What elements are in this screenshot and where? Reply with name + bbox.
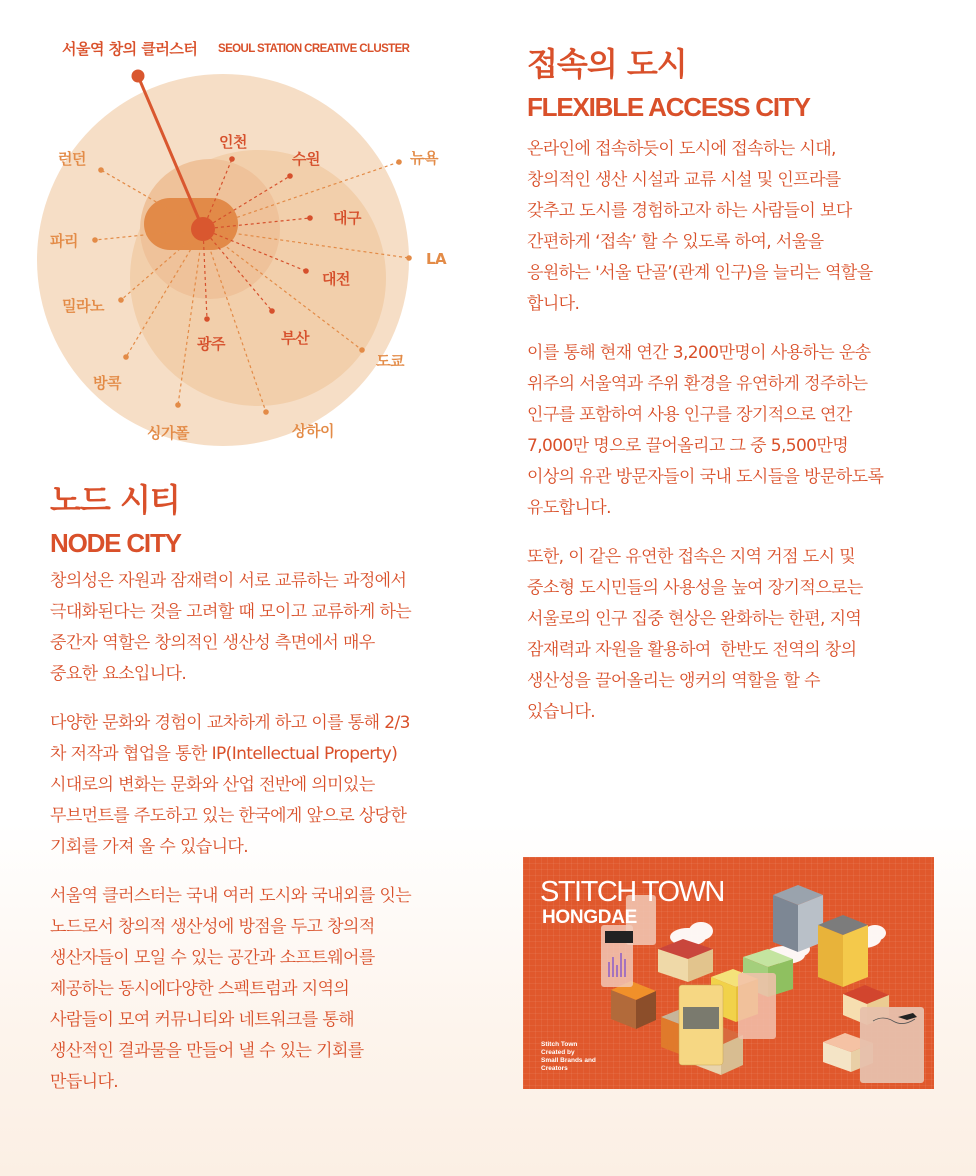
paragraph-line: 창의적인 생산 시설과 교류 시설 및 인프라를 — [527, 170, 841, 190]
city-label: 대전 — [322, 270, 350, 288]
building-red-roof — [658, 939, 713, 982]
city-dot — [263, 409, 269, 415]
paragraph-line: 생산적인 결과물을 만들어 낼 수 있는 기회를 — [50, 1041, 364, 1061]
paragraph-line: 잠재력과 자원을 활용하여 한반도 전역의 창의 — [527, 640, 857, 660]
stitch-town-credit — [541, 1041, 596, 1073]
paragraph-line: 간편하게 ‘접속’ 할 수 있도록 하여, 서울을 — [527, 232, 824, 252]
node-city-section — [50, 480, 500, 1098]
city-dot — [359, 347, 365, 353]
city-label: 밀라노 — [62, 297, 104, 315]
paragraph-line: 다양한 문화와 경험이 교차하게 하고 이를 통해 2/3 — [50, 713, 410, 733]
city-label: 파리 — [50, 232, 78, 250]
paragraph-line: 이상의 유관 방문자들이 국내 도시들을 방문하도록 — [527, 467, 884, 487]
body-paragraph — [50, 708, 500, 863]
body-paragraph — [527, 134, 967, 320]
paragraph-line: 극대화된다는 것을 고려할 때 모이고 교류하게 하는 — [50, 602, 412, 622]
city-dot — [175, 402, 181, 408]
city-label: 대구 — [333, 209, 361, 227]
city-dot — [204, 316, 210, 322]
city-dot — [98, 167, 104, 173]
seoul-station-pill — [144, 198, 238, 250]
paragraph-line: 생산자들이 모일 수 있는 공간과 소프트웨어를 — [50, 948, 375, 968]
paragraph-line: 서울역 클러스터는 국내 여러 도시와 국내외를 잇는 — [50, 886, 412, 906]
paragraph-line: 사람들이 모여 커뮤니티와 네트워크를 통해 — [50, 1010, 355, 1030]
paragraph-line: 창의성은 자원과 잠재력이 서로 교류하는 과정에서 — [50, 571, 407, 591]
city-dot — [123, 354, 129, 360]
city-label: 도쿄 — [376, 352, 404, 370]
city-label: 부산 — [281, 329, 309, 347]
paragraph-line: 차 저작과 협업을 통한 IP(Intellectual Property) — [50, 744, 398, 764]
paragraph-line: 중요한 요소입니다. — [50, 664, 187, 684]
paragraph-line: 제공하는 동시에다양한 스펙트럼과 지역의 — [50, 979, 350, 999]
list-panel — [738, 973, 776, 1039]
stitch-town-title: STITCH TOWN — [540, 876, 724, 908]
credit-line: Creators — [541, 1065, 568, 1072]
paragraph-line: 서울로의 인구 집중 현상은 완화하는 한편, 지역 — [527, 609, 862, 629]
credit-line: Small Brands and — [541, 1057, 596, 1064]
city-dot — [303, 268, 309, 274]
body-paragraph — [527, 338, 967, 524]
city-label: 방콕 — [93, 374, 121, 392]
paragraph-line: 생산성을 끌어올리는 앵커의 역할을 할 수 — [527, 671, 820, 691]
city-label: LA — [426, 250, 447, 268]
access-city-title-en: FLEXIBLE ACCESS CITY — [527, 92, 810, 122]
paragraph-line: 만듭니다. — [50, 1072, 119, 1092]
paragraph-line: 있습니다. — [527, 702, 596, 722]
paragraph-line: 위주의 서울역과 주위 환경을 유연하게 정주하는 — [527, 374, 868, 394]
credit-line: Stitch Town — [541, 1041, 578, 1048]
paragraph-line: 인구를 포함하여 사용 인구를 장기적으로 연간 — [527, 405, 852, 425]
node-city-body — [50, 566, 500, 1098]
node-city-title-en: NODE CITY — [50, 528, 181, 558]
building-grey — [773, 885, 823, 952]
city-dot — [92, 237, 98, 243]
map-panel — [860, 1007, 924, 1083]
chart-panel-header — [605, 931, 633, 943]
city-dot — [307, 215, 313, 221]
body-paragraph — [50, 566, 500, 690]
access-city-section — [527, 44, 967, 728]
credit-line: Created by — [541, 1049, 575, 1056]
city-label: 인천 — [219, 133, 247, 151]
stitch-town-subtitle: HONGDAE — [542, 907, 638, 928]
city-dot — [229, 156, 235, 162]
diagram-title-ko: 서울역 창의 클러스터 — [62, 40, 198, 58]
paragraph-line: 시대로의 변화는 문화와 산업 전반에 의미있는 — [50, 775, 375, 795]
city-label: 뉴욕 — [410, 149, 438, 167]
paragraph-line: 이를 통해 현재 연간 3,200만명이 사용하는 운송 — [527, 343, 871, 363]
city-dot — [396, 159, 402, 165]
building-orange-roof — [611, 981, 656, 1029]
paragraph-line: 합니다. — [527, 294, 580, 314]
shop-photo — [683, 1007, 719, 1029]
city-label: 수원 — [292, 150, 320, 168]
paragraph-line: 응원하는 '서울 단골’(관계 인구)을 늘리는 역할을 — [527, 263, 873, 283]
city-label: 런던 — [58, 150, 86, 168]
paragraph-line: 중소형 도시민들의 사용성을 높여 장기적으로는 — [527, 578, 863, 598]
paragraph-line: 중간자 역할은 창의적인 생산성 측면에서 매우 — [50, 633, 375, 653]
body-paragraph — [50, 881, 500, 1098]
city-label: 광주 — [197, 335, 225, 353]
diagram-title-en: SEOUL STATION CREATIVE CLUSTER — [218, 43, 410, 55]
city-dot — [118, 297, 124, 303]
paragraph-line: 7,000만 명으로 끌어올리고 그 중 5,500만명 — [527, 436, 849, 456]
paragraph-line: 또한, 이 같은 유연한 접속은 지역 거점 도시 및 — [527, 547, 856, 567]
node-city-title-ko: 노드 시티 — [50, 481, 180, 519]
city-dot — [406, 255, 412, 261]
pointer-dot — [132, 70, 145, 83]
city-dot — [287, 173, 293, 179]
stitch-town-image — [523, 857, 934, 1089]
access-city-body — [527, 134, 967, 728]
body-paragraph — [527, 542, 967, 728]
seoul-station-center-dot — [191, 217, 215, 241]
paragraph-line: 무브먼트를 주도하고 있는 한국에게 앞으로 상당한 — [50, 806, 407, 826]
paragraph-line: 기회를 가져 올 수 있습니다. — [50, 837, 249, 857]
paragraph-line: 온라인에 접속하듯이 도시에 접속하는 시대, — [527, 139, 836, 159]
city-label: 싱가폴 — [147, 424, 189, 442]
access-city-title-ko: 접속의 도시 — [527, 45, 687, 83]
paragraph-line: 유도합니다. — [527, 498, 611, 518]
paragraph-line: 갖추고 도시를 경험하고자 하는 사람들이 보다 — [527, 201, 852, 221]
city-label: 상하이 — [292, 422, 334, 440]
paragraph-line: 노드로서 창의적 생산성에 방점을 두고 창의적 — [50, 917, 375, 937]
seoul-station-cluster-diagram — [0, 0, 500, 460]
city-dot — [269, 308, 275, 314]
building-yellow-tall — [818, 915, 868, 987]
